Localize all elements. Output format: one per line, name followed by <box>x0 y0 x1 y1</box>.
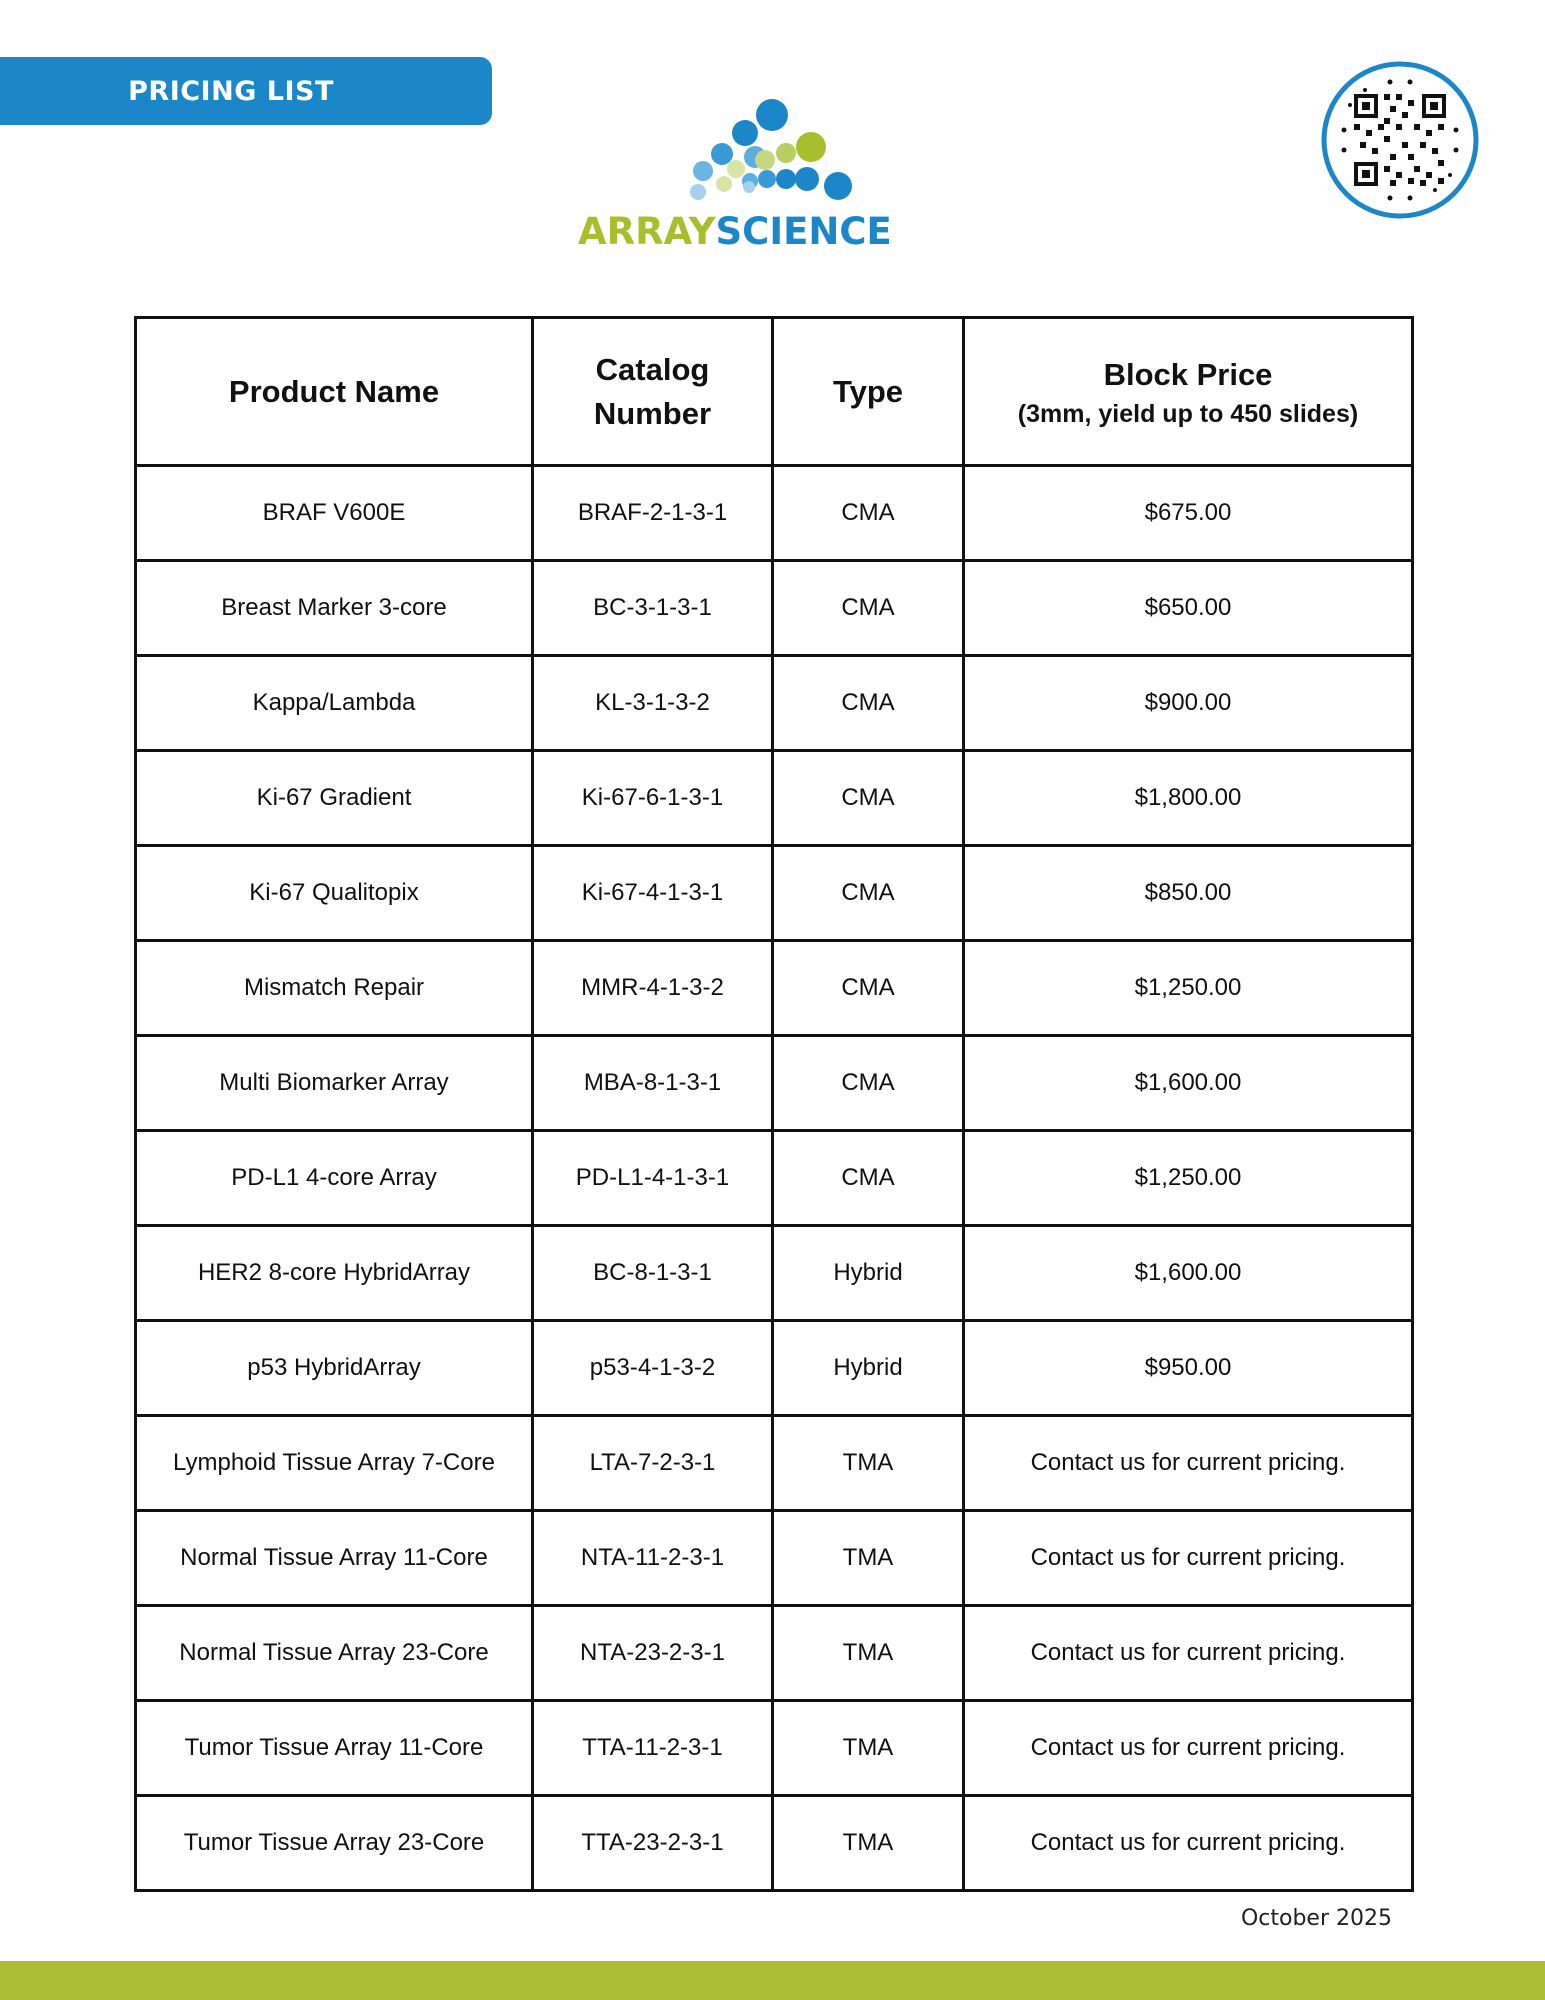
cell-product-name: Tumor Tissue Array 23-Core <box>136 1796 533 1891</box>
cell-block-price: Contact us for current pricing. <box>964 1796 1413 1891</box>
cell-block-price: Contact us for current pricing. <box>964 1701 1413 1796</box>
cell-block-price: $675.00 <box>964 466 1413 561</box>
cell-catalog-number: p53-4-1-3-2 <box>533 1321 773 1416</box>
cell-block-price: $1,800.00 <box>964 751 1413 846</box>
cell-type: Hybrid <box>773 1226 964 1321</box>
table-row <box>136 1416 1413 1511</box>
cell-type: TMA <box>773 1701 964 1796</box>
cell-type: TMA <box>773 1511 964 1606</box>
cell-block-price: $850.00 <box>964 846 1413 941</box>
cell-catalog-number: BC-8-1-3-1 <box>533 1226 773 1321</box>
banner-label: PRICING LIST <box>128 75 334 107</box>
cell-product-name: Mismatch Repair <box>136 941 533 1036</box>
cell-product-name: PD-L1 4-core Array <box>136 1131 533 1226</box>
cell-type: CMA <box>773 656 964 751</box>
cell-block-price: $650.00 <box>964 561 1413 656</box>
cell-block-price: $1,600.00 <box>964 1036 1413 1131</box>
cell-product-name: Breast Marker 3-core <box>136 561 533 656</box>
cell-catalog-number: LTA-7-2-3-1 <box>533 1416 773 1511</box>
cell-product-name: Kappa/Lambda <box>136 656 533 751</box>
cell-product-name: HER2 8-core HybridArray <box>136 1226 533 1321</box>
cell-block-price: $1,250.00 <box>964 941 1413 1036</box>
cell-type: CMA <box>773 751 964 846</box>
cell-product-name: Lymphoid Tissue Array 7-Core <box>136 1416 533 1511</box>
cell-type: Hybrid <box>773 1321 964 1416</box>
table-row <box>136 1321 1413 1416</box>
date-label: October 2025 <box>1240 1906 1392 1931</box>
table-row <box>136 1036 1413 1131</box>
cell-product-name: Multi Biomarker Array <box>136 1036 533 1131</box>
table-row <box>136 1701 1413 1796</box>
table-row <box>136 1606 1413 1701</box>
cell-type: CMA <box>773 1036 964 1131</box>
table-row <box>136 1226 1413 1321</box>
cell-type: CMA <box>773 466 964 561</box>
table-row <box>136 561 1413 656</box>
cell-product-name: Tumor Tissue Array 11-Core <box>136 1701 533 1796</box>
pricing-table <box>134 316 1414 1892</box>
table-row <box>136 1131 1413 1226</box>
header-type: Type <box>773 318 964 466</box>
table-row <box>136 941 1413 1036</box>
cell-catalog-number: Ki-67-6-1-3-1 <box>533 751 773 846</box>
cell-type: CMA <box>773 561 964 656</box>
header-catalog-number: Catalog Number <box>533 318 773 466</box>
brand-wordmark: ARRAYSCIENCE <box>578 210 892 253</box>
header-row <box>136 318 1413 466</box>
cell-catalog-number: MBA-8-1-3-1 <box>533 1036 773 1131</box>
cell-block-price: $950.00 <box>964 1321 1413 1416</box>
cell-catalog-number: TTA-23-2-3-1 <box>533 1796 773 1891</box>
table-row <box>136 656 1413 751</box>
cell-block-price: $1,600.00 <box>964 1226 1413 1321</box>
cell-type: CMA <box>773 846 964 941</box>
qr-code-icon <box>1320 60 1480 220</box>
cell-catalog-number: BC-3-1-3-1 <box>533 561 773 656</box>
cell-type: TMA <box>773 1796 964 1891</box>
table-row <box>136 846 1413 941</box>
table-row <box>136 1796 1413 1891</box>
cell-catalog-number: BRAF-2-1-3-1 <box>533 466 773 561</box>
cell-catalog-number: TTA-11-2-3-1 <box>533 1701 773 1796</box>
pricing-list-banner <box>0 57 492 125</box>
cell-type: TMA <box>773 1416 964 1511</box>
header-block-price: Block Price (3mm, yield up to 450 slides) <box>964 318 1413 466</box>
cell-type: CMA <box>773 941 964 1036</box>
cell-product-name: Normal Tissue Array 11-Core <box>136 1511 533 1606</box>
cell-type: TMA <box>773 1606 964 1701</box>
footer-bar <box>0 1961 1545 2000</box>
cell-block-price: Contact us for current pricing. <box>964 1606 1413 1701</box>
cell-block-price: $900.00 <box>964 656 1413 751</box>
cell-product-name: BRAF V600E <box>136 466 533 561</box>
cell-product-name: p53 HybridArray <box>136 1321 533 1416</box>
cell-catalog-number: MMR-4-1-3-2 <box>533 941 773 1036</box>
cell-catalog-number: NTA-11-2-3-1 <box>533 1511 773 1606</box>
cell-catalog-number: KL-3-1-3-2 <box>533 656 773 751</box>
table-row <box>136 751 1413 846</box>
cell-block-price: Contact us for current pricing. <box>964 1511 1413 1606</box>
cell-block-price: $1,250.00 <box>964 1131 1413 1226</box>
header-product-name: Product Name <box>136 318 533 466</box>
cell-type: CMA <box>773 1131 964 1226</box>
cell-catalog-number: PD-L1-4-1-3-1 <box>533 1131 773 1226</box>
cell-product-name: Normal Tissue Array 23-Core <box>136 1606 533 1701</box>
cell-product-name: Ki-67 Gradient <box>136 751 533 846</box>
cell-product-name: Ki-67 Qualitopix <box>136 846 533 941</box>
cell-block-price: Contact us for current pricing. <box>964 1416 1413 1511</box>
cell-catalog-number: NTA-23-2-3-1 <box>533 1606 773 1701</box>
cell-catalog-number: Ki-67-4-1-3-1 <box>533 846 773 941</box>
table-row <box>136 466 1413 561</box>
table-row <box>136 1511 1413 1606</box>
